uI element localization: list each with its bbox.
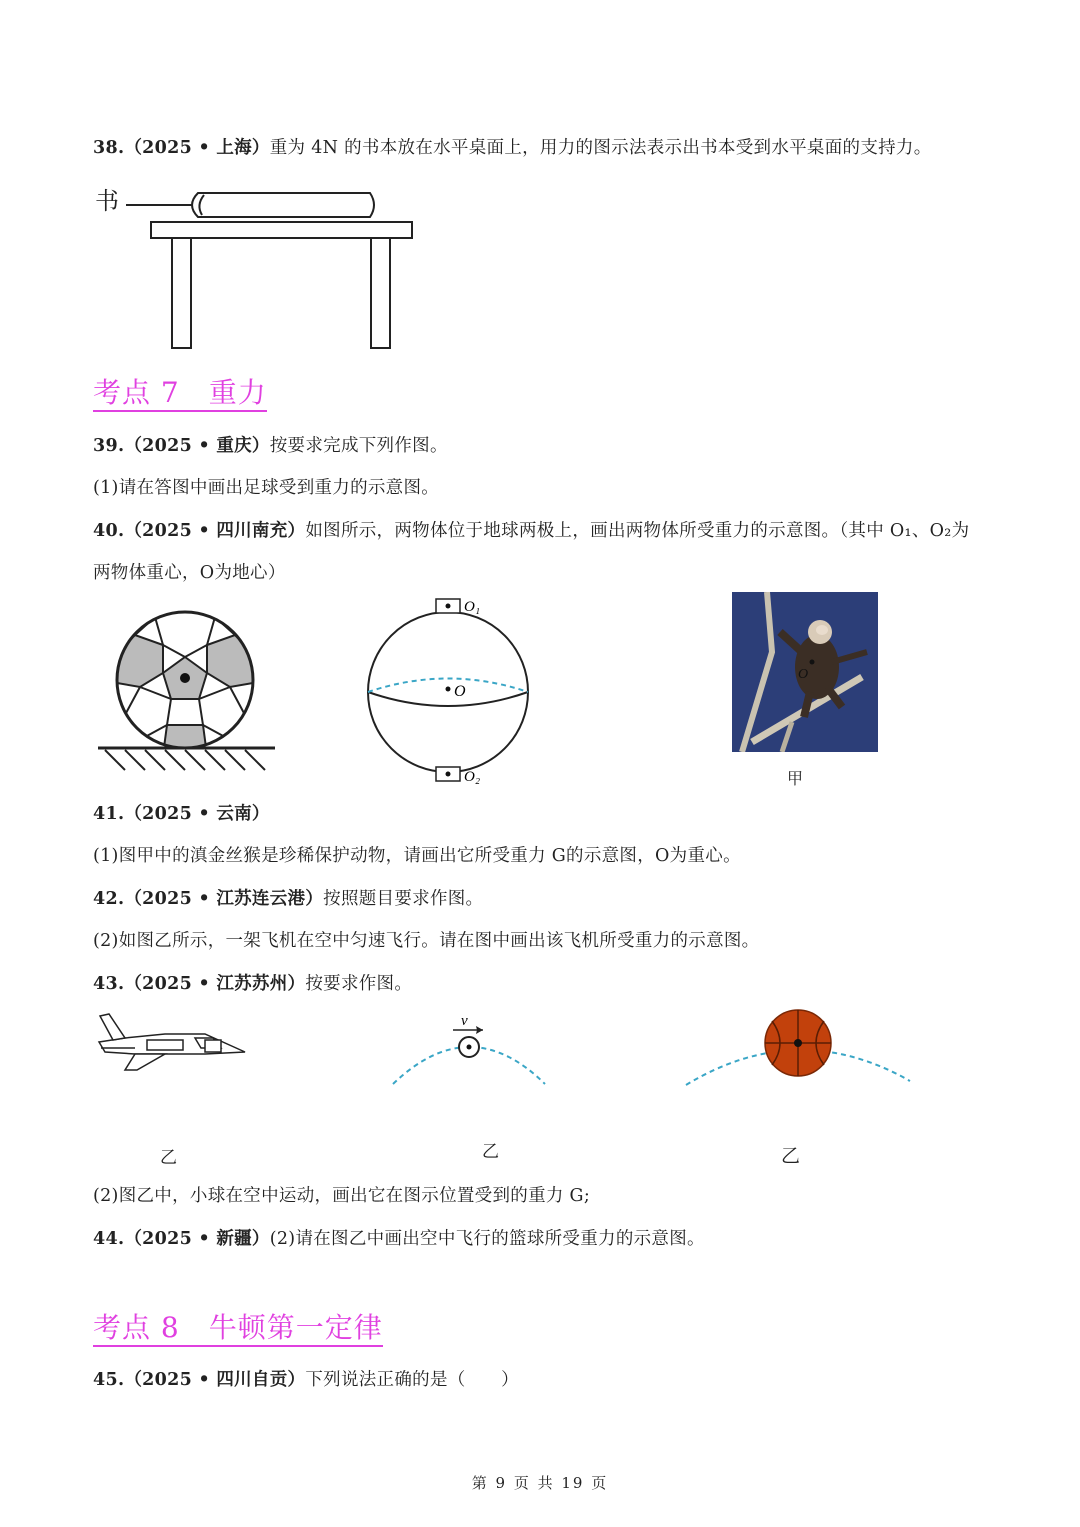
ball-trajectory-figure (385, 1010, 555, 1090)
question-text: 按照题目要求作图。 (323, 889, 484, 909)
monkey-center-label: O (798, 667, 809, 682)
question-number: 38. (93, 138, 125, 158)
question-42-part-2: (2)如图乙所示，一架飞机在空中匀速飞行。请在图中画出该飞机所受重力的示意图。 (93, 931, 760, 951)
question-41 (93, 800, 270, 825)
question-39-part-1: (1)请在答图中画出足球受到重力的示意图。 (93, 478, 440, 498)
velocity-label: v (461, 1013, 468, 1029)
question-39 (93, 432, 448, 457)
question-text: 重为 4N 的书本放在水平桌面上，用力的图示法表示出书本受到水平桌面的支持力。 (269, 138, 932, 158)
section-heading-8: 考点 8 牛顿第一定律 (93, 1311, 383, 1347)
basketball-caption: 乙 (781, 1145, 801, 1167)
question-source: （2025 • 江苏苏州） (124, 974, 306, 994)
question-38 (93, 134, 932, 159)
question-source: （2025 • 四川自贡） (124, 1370, 306, 1390)
question-number: 43. (93, 974, 125, 994)
earth-poles-figure (360, 595, 540, 790)
center-of-gravity-dot (180, 673, 190, 683)
question-text: 下列说法正确的是（ ） (305, 1370, 519, 1390)
question-40-line-2: 两物体重心，O为地心） (93, 563, 286, 583)
soccer-ball-figure (95, 605, 285, 775)
question-text: 按要求作图。 (305, 974, 413, 994)
question-40 (93, 517, 969, 542)
question-41-part-1: (1)图甲中的滇金丝猴是珍稀保护动物，请画出它所受重力 G的示意图，O为重心。 (93, 846, 741, 866)
question-source: （2025 • 新疆） (124, 1229, 270, 1249)
question-number: 40. (93, 521, 125, 541)
earth-center-label: O (454, 683, 466, 700)
question-number: 44. (93, 1229, 125, 1249)
question-number: 41. (93, 804, 125, 824)
question-text: 如图所示，两物体位于地球两极上，画出两物体所受重力的示意图。（其中 O₁、O₂为 (305, 521, 970, 541)
book-label: 书 (95, 187, 119, 215)
question-number: 42. (93, 889, 125, 909)
airplane-figure (95, 1008, 250, 1078)
book-table-figure (120, 185, 420, 355)
question-number: 45. (93, 1370, 125, 1390)
question-source: （2025 • 上海） (124, 138, 270, 158)
pole-o2-label: O₂ (464, 769, 481, 785)
question-43-part-2: (2)图乙中，小球在空中运动，画出它在图示位置受到的重力 G; (93, 1186, 591, 1206)
question-42 (93, 885, 483, 910)
ball-caption: 乙 (482, 1142, 499, 1162)
monkey-photo (732, 592, 878, 752)
pole-o1-label: O₁ (464, 599, 481, 615)
question-43 (93, 970, 412, 995)
question-source: （2025 • 四川南充） (124, 521, 306, 541)
question-source: （2025 • 云南） (124, 804, 270, 824)
airplane-caption: 乙 (160, 1148, 177, 1168)
question-45 (93, 1366, 519, 1391)
question-text: (2)请在图乙中画出空中飞行的篮球所受重力的示意图。 (269, 1229, 705, 1249)
question-number: 39. (93, 436, 125, 456)
question-source: （2025 • 重庆） (124, 436, 270, 456)
question-44 (93, 1225, 705, 1250)
section-heading-7: 考点 7 重力 (93, 376, 267, 412)
basketball-figure (680, 1005, 915, 1095)
monkey-caption: 甲 (787, 769, 804, 788)
page-footer: 第 9 页 共 19 页 (471, 1474, 609, 1492)
question-source: （2025 • 江苏连云港） (124, 889, 324, 909)
question-text: 按要求完成下列作图。 (269, 436, 448, 456)
